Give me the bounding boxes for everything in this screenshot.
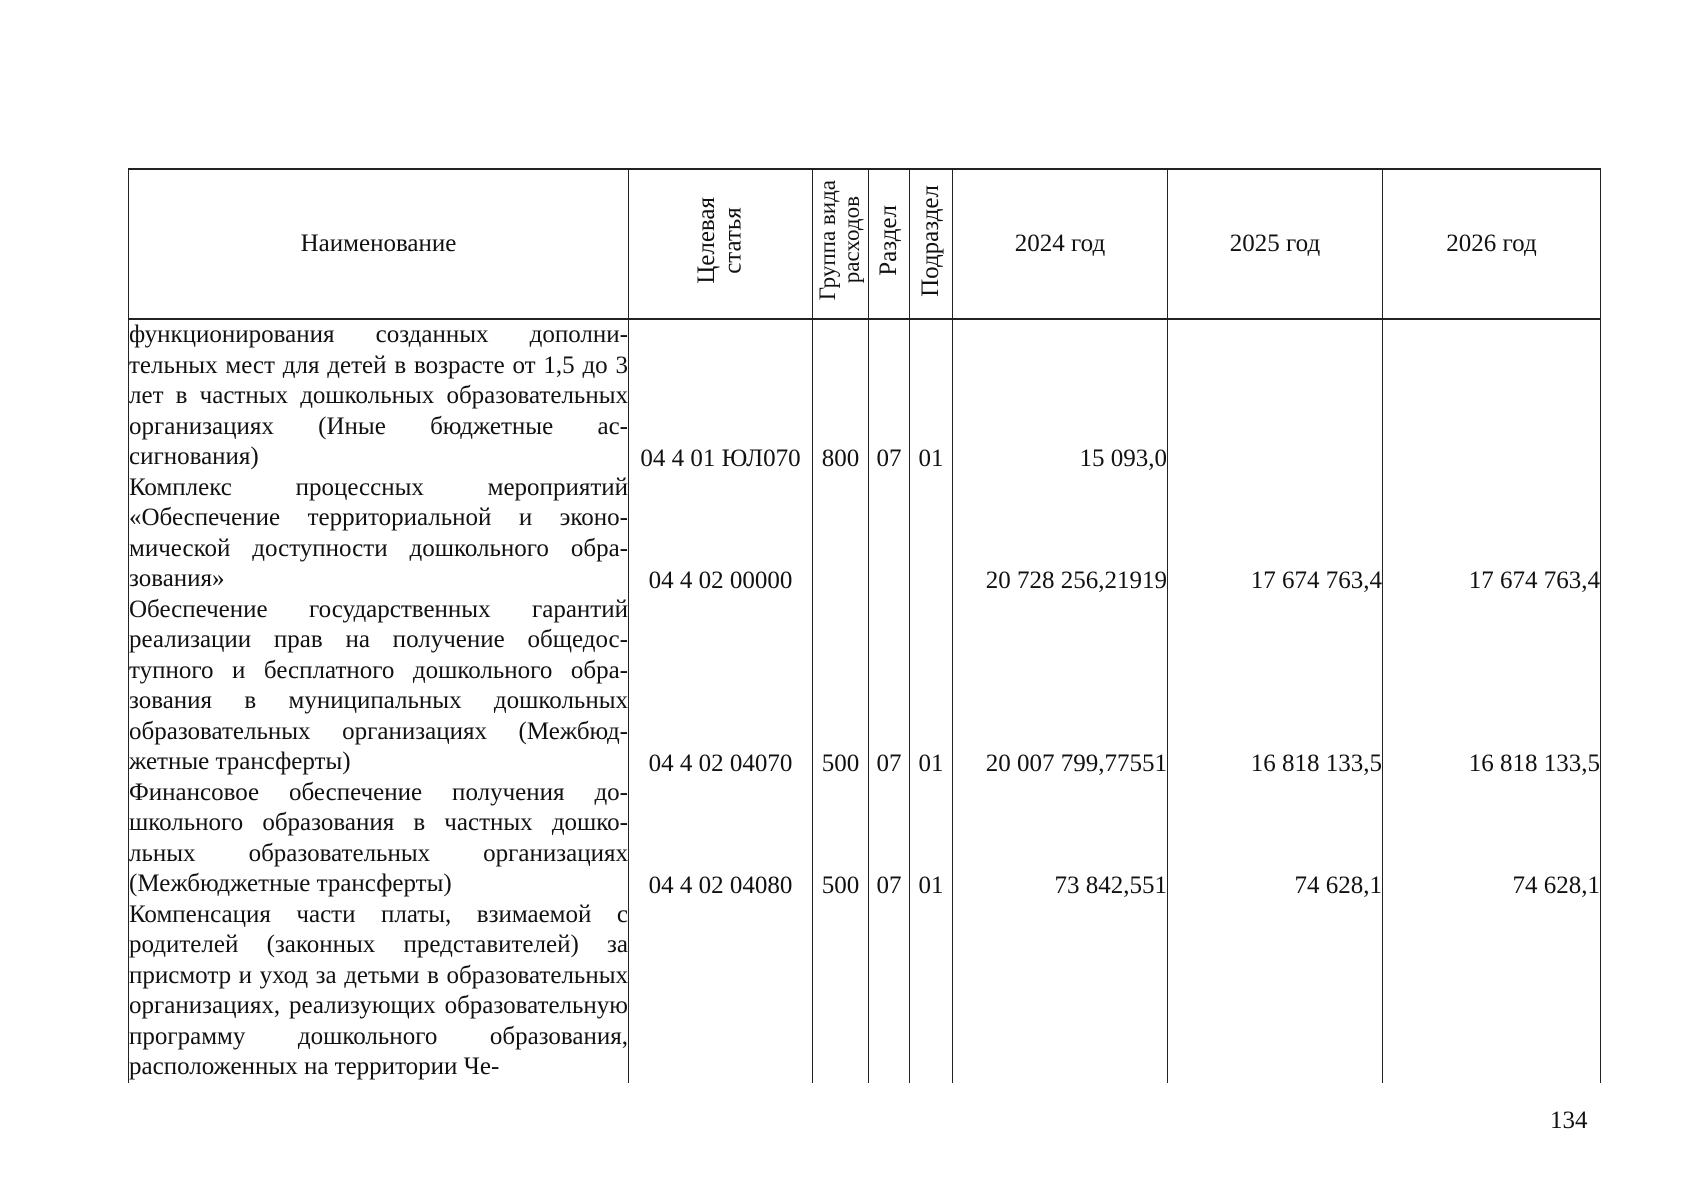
row-target-article: 04 4 02 00000	[629, 473, 813, 595]
row-2025	[1168, 900, 1383, 1083]
row-2026: 17 674 763,4	[1383, 473, 1601, 595]
table-row	[129, 900, 1601, 1083]
row-subsection	[910, 473, 953, 595]
table-row	[129, 319, 1601, 473]
row-2026: 16 818 133,5	[1383, 595, 1601, 778]
row-section: 07	[869, 595, 910, 778]
row-2026	[1383, 900, 1601, 1083]
table-row	[129, 473, 1601, 595]
row-subsection: 01	[910, 778, 953, 900]
row-name: Комплекс процессных мероприятий «Обеспечение территориальной и экономической доступности дошкольного образования»	[129, 473, 629, 595]
budget-table	[128, 168, 1601, 1083]
row-subsection	[910, 900, 953, 1083]
header-expense-group: Группа вида расходов	[813, 169, 869, 319]
row-target-article: 04 4 01 ЮЛ070	[629, 319, 813, 473]
row-target-article	[629, 900, 813, 1083]
row-2025: 17 674 763,4	[1168, 473, 1383, 595]
row-name: функционирования созданных дополнительных мест для детей в возрасте от 1,5 до 3 лет в частных дошкольных образовательных организациях (Иные бюджетные ассигнования)	[129, 319, 629, 473]
row-target-article: 04 4 02 04080	[629, 778, 813, 900]
row-section: 07	[869, 778, 910, 900]
row-2024: 20 007 799,77551	[953, 595, 1168, 778]
row-name: Финансовое обеспечение получения дошкольного образования в частных дошкольных образовательных организациях (Межбюджетные трансферты)	[129, 778, 629, 900]
row-2024: 20 728 256,21919	[953, 473, 1168, 595]
header-target-article: Целевая статья	[629, 169, 813, 319]
table-row	[129, 778, 1601, 900]
page-number: 134	[1550, 1107, 1588, 1134]
table-row	[129, 595, 1601, 778]
row-2024	[953, 900, 1168, 1083]
row-expense-group: 800	[813, 319, 869, 473]
row-section: 07	[869, 319, 910, 473]
header-subsection: Подраздел	[910, 169, 953, 319]
row-expense-group	[813, 473, 869, 595]
header-name: Наименование	[129, 169, 629, 319]
header-2026: 2026 год	[1383, 169, 1601, 319]
row-2025: 16 818 133,5	[1168, 595, 1383, 778]
header-row	[129, 169, 1601, 319]
header-2024: 2024 год	[953, 169, 1168, 319]
row-2024: 73 842,551	[953, 778, 1168, 900]
row-expense-group: 500	[813, 595, 869, 778]
row-2025: 74 628,1	[1168, 778, 1383, 900]
row-section	[869, 473, 910, 595]
row-2026	[1383, 319, 1601, 473]
row-target-article: 04 4 02 04070	[629, 595, 813, 778]
row-name: Обеспечение государственных гарантий реализации прав на получение общедоступного и бесплатного дошкольного образования в муниципальных дошкольных образовательных организациях (Межбюджетные трансферты)	[129, 595, 629, 778]
row-2025	[1168, 319, 1383, 473]
row-expense-group	[813, 900, 869, 1083]
header-2025: 2025 год	[1168, 169, 1383, 319]
row-expense-group: 500	[813, 778, 869, 900]
row-2026: 74 628,1	[1383, 778, 1601, 900]
row-2024: 15 093,0	[953, 319, 1168, 473]
header-section: Раздел	[869, 169, 910, 319]
row-name: Компенсация части платы, взимаемой с родителей (законных представителей) за присмотр и уход за детьми в образовательных организациях, реализующих образовательную программу дошкольного образования, расположенных на территории Че-	[129, 900, 629, 1083]
row-subsection: 01	[910, 595, 953, 778]
row-section	[869, 900, 910, 1083]
row-subsection: 01	[910, 319, 953, 473]
